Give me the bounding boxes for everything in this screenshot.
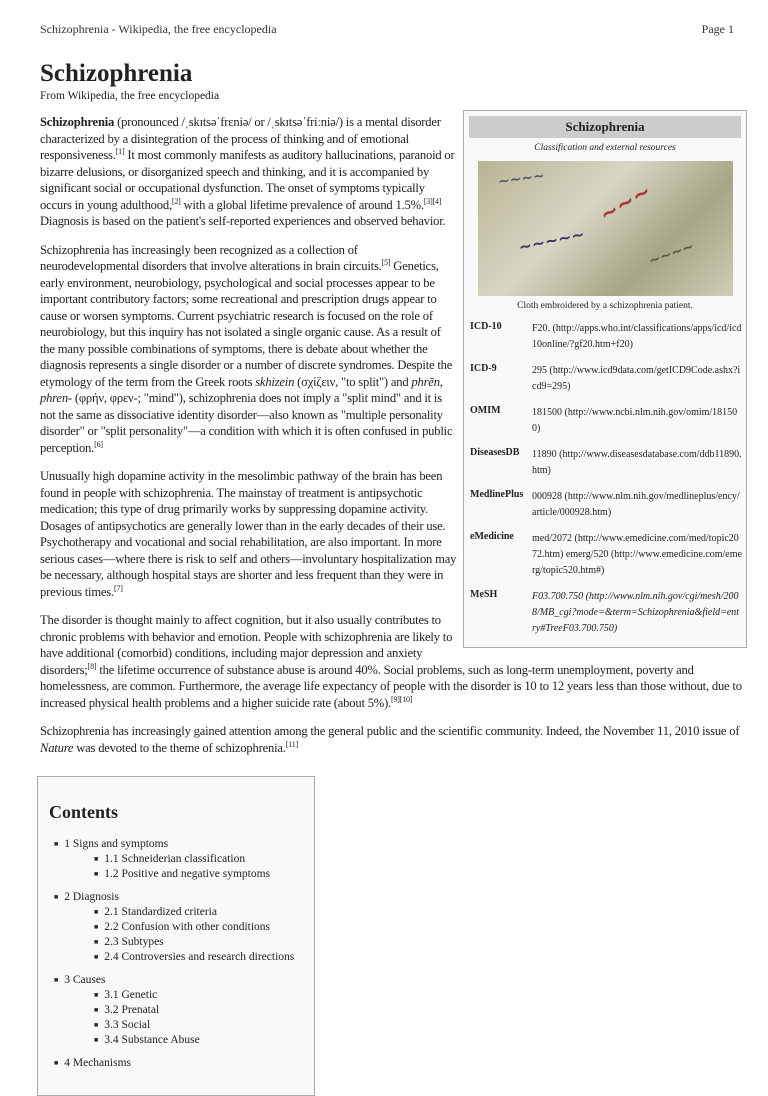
text: The disorder is thought mainly to affect cognition, but it also usually contributes to chronic problems with behavior and emotion. People with schizophrenia are likely to have additional (comorbid) conditions, including major depression and anxiety disorders; — [40, 613, 453, 677]
text: Unusually high dopamine activity in the mesolimbic pathway of the brain has been found in people with schizophrenia. The mainstay of treatment is antipsychotic medication; this type of drug primarily works by suppressing dopamine activity. Dosages of antipsychotics are generally lower than in the early decades of their use. Psychotherapy and vocational and social rehabilitation, are also important. In more serious cases—where there is risk to self and others—involuntary hospitalization may be necessary, although hospital stays are shorter and less frequent than they were in previous times. — [40, 469, 457, 599]
toc-subsection[interactable]: ■ 1.2 Positive and negative symptoms — [94, 867, 303, 882]
ref-link[interactable]: [9][10] — [391, 694, 413, 704]
infobox-rows — [464, 321, 746, 637]
infobox-row-key: ICD-9 — [470, 363, 497, 374]
infobox-row-link[interactable]: 11890 (http://www.diseasesdatabase.com/ddb11890.htm) — [532, 449, 742, 476]
infobox-subtitle: Classification and external resources — [534, 143, 676, 153]
text: It most commonly manifests as auditory hallucinations, paranoid or bizarre delusions, or disorganized speech and thinking, and it is accompanied by significant social or occupational dysfunction. The onset of symptoms typically occurs in young adulthood, — [40, 148, 455, 212]
ref-link[interactable]: [7] — [113, 583, 123, 593]
infobox-row-link[interactable]: F20. (http://apps.who.int/classifications/apps/icd/icd10online/?gf20.htm+f20) — [532, 323, 742, 350]
print-header-title: Schizophrenia - Wikipedia, the free encyclopedia — [40, 22, 277, 36]
infobox-row — [470, 447, 746, 479]
text: Schizophrenia has increasingly gained attention among the general public and the scientific community. Indeed, the November 11, 2010 issue of — [40, 724, 740, 738]
infobox-row-link[interactable]: 000928 (http://www.nlm.nih.gov/medlineplus/ency/article/000928.htm) — [532, 491, 740, 518]
infobox-row-link[interactable]: 295 (http://www.icd9data.com/getICD9Code.ashx?icd9=295) — [532, 365, 741, 392]
infobox-row — [470, 363, 746, 395]
text: (σχίζειν, "to split") and — [294, 374, 412, 389]
table-of-contents — [37, 776, 315, 1096]
ref-link[interactable]: [11] — [285, 739, 298, 749]
embroidered-cloth-image[interactable]: ~~~~ ~~~ ~~~~~ ~~~~ — [478, 161, 733, 296]
ref-link[interactable]: [2] — [171, 196, 181, 206]
toc-section-label[interactable]: 4 Mechanisms — [64, 1057, 131, 1069]
bold-term: Schizophrenia — [40, 115, 115, 129]
ref-link[interactable]: [1] — [115, 146, 125, 156]
text: the lifetime occurrence of substance abuse is around 40%. Social problems, such as long-term unemployment, poverty and homelessness, are common. Furthermore, the average life expectancy of people with the disorder is 10 to 12 years — [40, 662, 694, 693]
intro-paragraph-4-end: less than those without, due to increased physical health problems and a higher suicide rate (about 5%). — [40, 679, 742, 710]
toc-subsection[interactable]: ■ 3.3 Social — [94, 1018, 303, 1033]
toc-subsection[interactable]: ■ 2.1 Standardized criteria — [94, 905, 303, 920]
ref-link[interactable]: [8] — [87, 661, 97, 671]
toc-section-label[interactable]: 1 Signs and symptoms — [64, 838, 169, 850]
page-title: Schizophrenia — [40, 60, 193, 87]
text: with a global lifetime prevalence of around 1.5%. — [180, 197, 424, 212]
italic-term: skhizein — [255, 374, 295, 389]
toc-subsection[interactable]: ■ 3.1 Genetic — [94, 988, 303, 1003]
toc-list — [54, 837, 303, 1071]
toc-subsection[interactable]: ■ 2.4 Controversies and research directions — [94, 950, 303, 965]
text: Genetics, early environment, neurobiology, psychological and social processes appear to be important contributory factors; some recreational and prescription drugs appear to cause or worsen symptoms. Current psychiatric research is focused on the role of neurobiology, but this inquiry has not isolated a single organic cause. As a result of the many possible combinations of symptoms, there is debate about whether the diagnosis represents a single disorder or a number of discrete syndromes. Despite the etymology of the term from the Greek roots — [40, 259, 453, 389]
toc-section-label[interactable]: 3 Causes — [64, 974, 106, 986]
infobox-row-link[interactable]: 181500 (http://www.ncbi.nlm.nih.gov/omim/181500) — [532, 407, 738, 434]
toc-section[interactable] — [54, 973, 303, 1048]
toc-section[interactable] — [54, 837, 303, 882]
infobox-row-key: OMIM — [470, 405, 501, 416]
infobox-row-key: eMedicine — [470, 531, 514, 542]
text: (φρήν, φρεν-; "mind"), schizophrenia does not imply a "split mind" and it is not the same as dissociative identity disorder—also known as "multiple personality disorder" or "split personality"—a condition with which it is often confused in public perception. — [40, 391, 453, 455]
infobox-row — [470, 531, 746, 579]
toc-section-label[interactable]: 2 Diagnosis — [64, 891, 119, 903]
text: Diagnosis is based on the patient's self-reported experiences and observed behavior. — [40, 214, 446, 228]
page-number: Page 1 — [701, 22, 734, 36]
image-caption: Cloth embroidered by a schizophrenia patient. — [517, 301, 693, 311]
infobox-row — [470, 321, 746, 353]
text: was devoted to the theme of schizophrenia. — [73, 740, 286, 755]
toc-subsection[interactable]: ■ 3.4 Substance Abuse — [94, 1033, 303, 1048]
toc-subsection[interactable]: ■ 2.3 Subtypes — [94, 935, 303, 950]
infobox-row-key: ICD-10 — [470, 321, 502, 332]
italic-term[interactable]: Nature — [40, 740, 74, 755]
text: Schizophrenia has increasingly been recognized as a collection of neurodevelopmental disorders that involve alterations in brain circuits. — [40, 242, 382, 273]
infobox-row-link[interactable]: med/2072 (http://www.emedicine.com/med/topic2072.htm) emerg/520 (http://www.emedicine.com/emerg/topic520.htm#) — [532, 533, 742, 576]
toc-subsection[interactable]: ■ 2.2 Confusion with other conditions — [94, 920, 303, 935]
toc-subsection-list — [94, 905, 303, 965]
toc-subsection[interactable]: ■ 1.1 Schneiderian classification — [94, 852, 303, 867]
ref-link[interactable]: [3][4] — [423, 196, 442, 206]
toc-subsection-list — [94, 988, 303, 1048]
ref-link[interactable]: [5] — [381, 257, 391, 267]
article-body — [40, 110, 747, 1096]
infobox-title: Schizophrenia — [469, 116, 741, 138]
infobox-row-link[interactable]: F03.700.750 (http://www.nlm.nih.gov/cgi/mesh/2008/MB_cgi?mode=&term=Schizophrenia&field=entry#TreeF03.700.750) — [532, 591, 740, 634]
infobox-row-key: MeSH — [470, 589, 498, 600]
toc-section[interactable] — [54, 890, 303, 965]
infobox-row-key: DiseasesDB — [470, 447, 520, 458]
page-subtitle: From Wikipedia, the free encyclopedia — [40, 90, 220, 102]
infobox-row-key: MedlinePlus — [470, 489, 524, 500]
toc-title: Contents — [49, 802, 119, 822]
text: (pronounced /ˌskɪtsəˈfrɛniə/ or /ˌskɪtsəˈfriːniə/) is a mental disorder characterized by a disintegration of the process of thinking and of emotional responsiveness. — [40, 115, 441, 162]
italic-term: phrēn, phren- — [40, 374, 443, 405]
infobox-row — [470, 405, 746, 437]
intro-paragraph-5 — [40, 723, 747, 756]
toc-subsection[interactable]: ■ 3.2 Prenatal — [94, 1003, 303, 1018]
toc-subsection-list — [94, 852, 303, 882]
toc-section[interactable] — [54, 1056, 303, 1071]
infobox — [463, 110, 747, 648]
ref-link[interactable]: [6] — [94, 439, 103, 449]
infobox-row — [470, 589, 746, 637]
infobox-row — [470, 489, 746, 521]
